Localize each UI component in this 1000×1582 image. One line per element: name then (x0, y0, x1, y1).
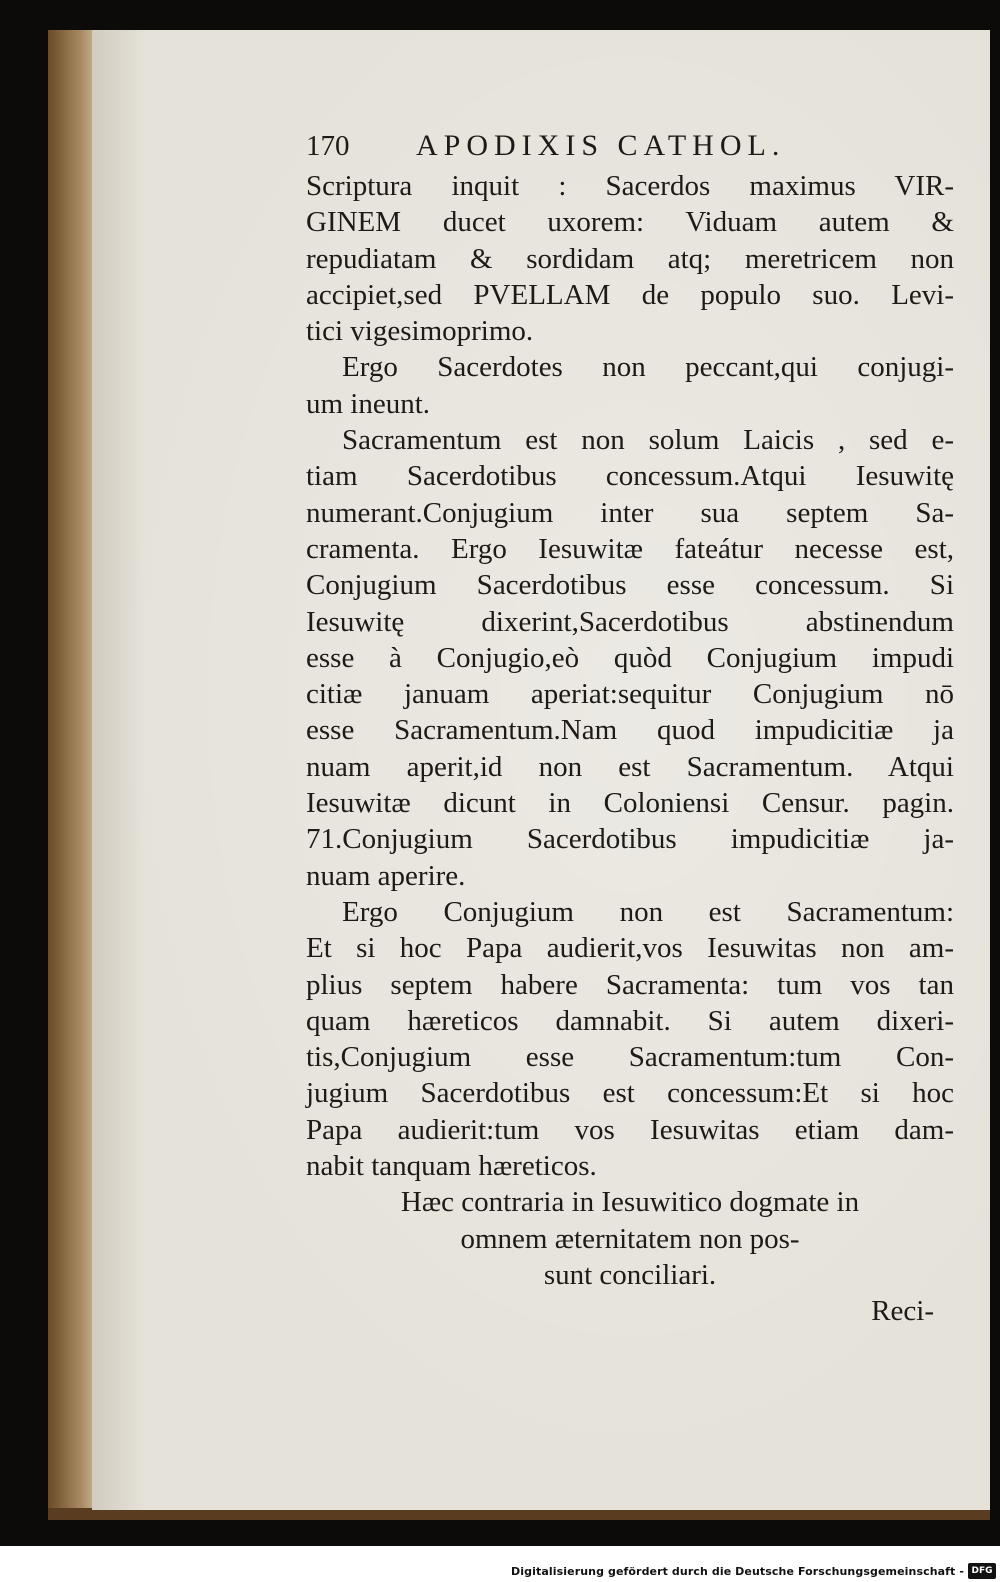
dfg-logo: DFG (968, 1563, 996, 1579)
text-line: cramenta. Ergo Iesuwitæ fateátur necesse est, (306, 532, 954, 565)
text-line: esse à Conjugio,eò quòd Conjugium impudi (306, 641, 954, 674)
text-line: Ergo Conjugium non est Sacramentum: (342, 895, 954, 928)
text-line: Papa audierit:tum vos Iesuwitas etiam dam- (306, 1113, 954, 1146)
text-line: Scriptura inquit : Sacerdos maximus VIR- (306, 170, 954, 202)
text-line: nuam aperit,id non est Sacramentum. Atqui (306, 750, 954, 783)
text-line: esse Sacramentum.Nam quod impudicitiæ ja (306, 714, 954, 747)
closing-line: omnem æternitatem non pos- (460, 1222, 800, 1255)
text-line: accipiet,sed PVELLAM de populo suo. Levi- (306, 278, 954, 311)
text-line: numerant.Conjugium inter sua septem Sa- (306, 496, 954, 529)
page-gutter (48, 30, 96, 1508)
text-line: tis,Conjugium esse Sacramentum:tum Con- (306, 1041, 954, 1074)
text-line: quam hæreticos damnabit. Si autem dixeri- (306, 1004, 954, 1037)
funding-credit: Digitalisierung gefördert durch die Deutsche Forschungsgemeinschaft - (511, 1565, 964, 1578)
text-line: tici vigesimoprimo. (306, 315, 534, 348)
text-line: Iesuwitæ dicunt in Coloniensi Censur. pagin. (306, 787, 954, 820)
running-head: APODIXIS CATHOL. (416, 129, 786, 162)
text-line: citiæ januam aperiat:sequitur Conjugium nō (306, 678, 954, 711)
closing-line: Hæc contraria in Iesuwitico dogmate in (400, 1186, 860, 1219)
text-line: GINEM ducet uxorem: Viduam autem & (306, 206, 954, 239)
text-line: jugium Sacerdotibus est concessum:Et si hoc (306, 1077, 954, 1110)
text-line: Et si hoc Papa audierit,vos Iesuwitas non am- (306, 932, 954, 965)
text-line: Conjugium Sacerdotibus esse concessum. Si (306, 569, 954, 602)
text-line: 71.Conjugium Sacerdotibus impudicitiæ ja- (306, 823, 954, 856)
page-number: 170 (306, 130, 350, 162)
page-text (306, 128, 954, 1330)
text-line: repudiatam & sordidam atq; meretricem non (306, 242, 954, 275)
credit-bar (0, 1546, 1000, 1582)
closing-line: sunt conciliari. (543, 1258, 717, 1291)
text-line: plius septem habere Sacramenta: tum vos tan (306, 968, 954, 1001)
text-line: Sacramentum est non solum Laicis , sed e- (342, 424, 954, 457)
text-line: Iesuwitę dixerint,Sacerdotibus abstinendum (306, 605, 954, 638)
text-line: um ineunt. (306, 387, 431, 420)
page-header (306, 128, 954, 168)
text-line: nabit tanquam hæreticos. (306, 1150, 597, 1183)
text-line: nuam aperire. (306, 859, 466, 892)
text-line: tiam Sacerdotibus concessum.Atqui Iesuwitę (306, 460, 954, 493)
text-line: Ergo Sacerdotes non peccant,qui conjugi- (342, 351, 954, 384)
catchword: Reci- (871, 1295, 934, 1328)
